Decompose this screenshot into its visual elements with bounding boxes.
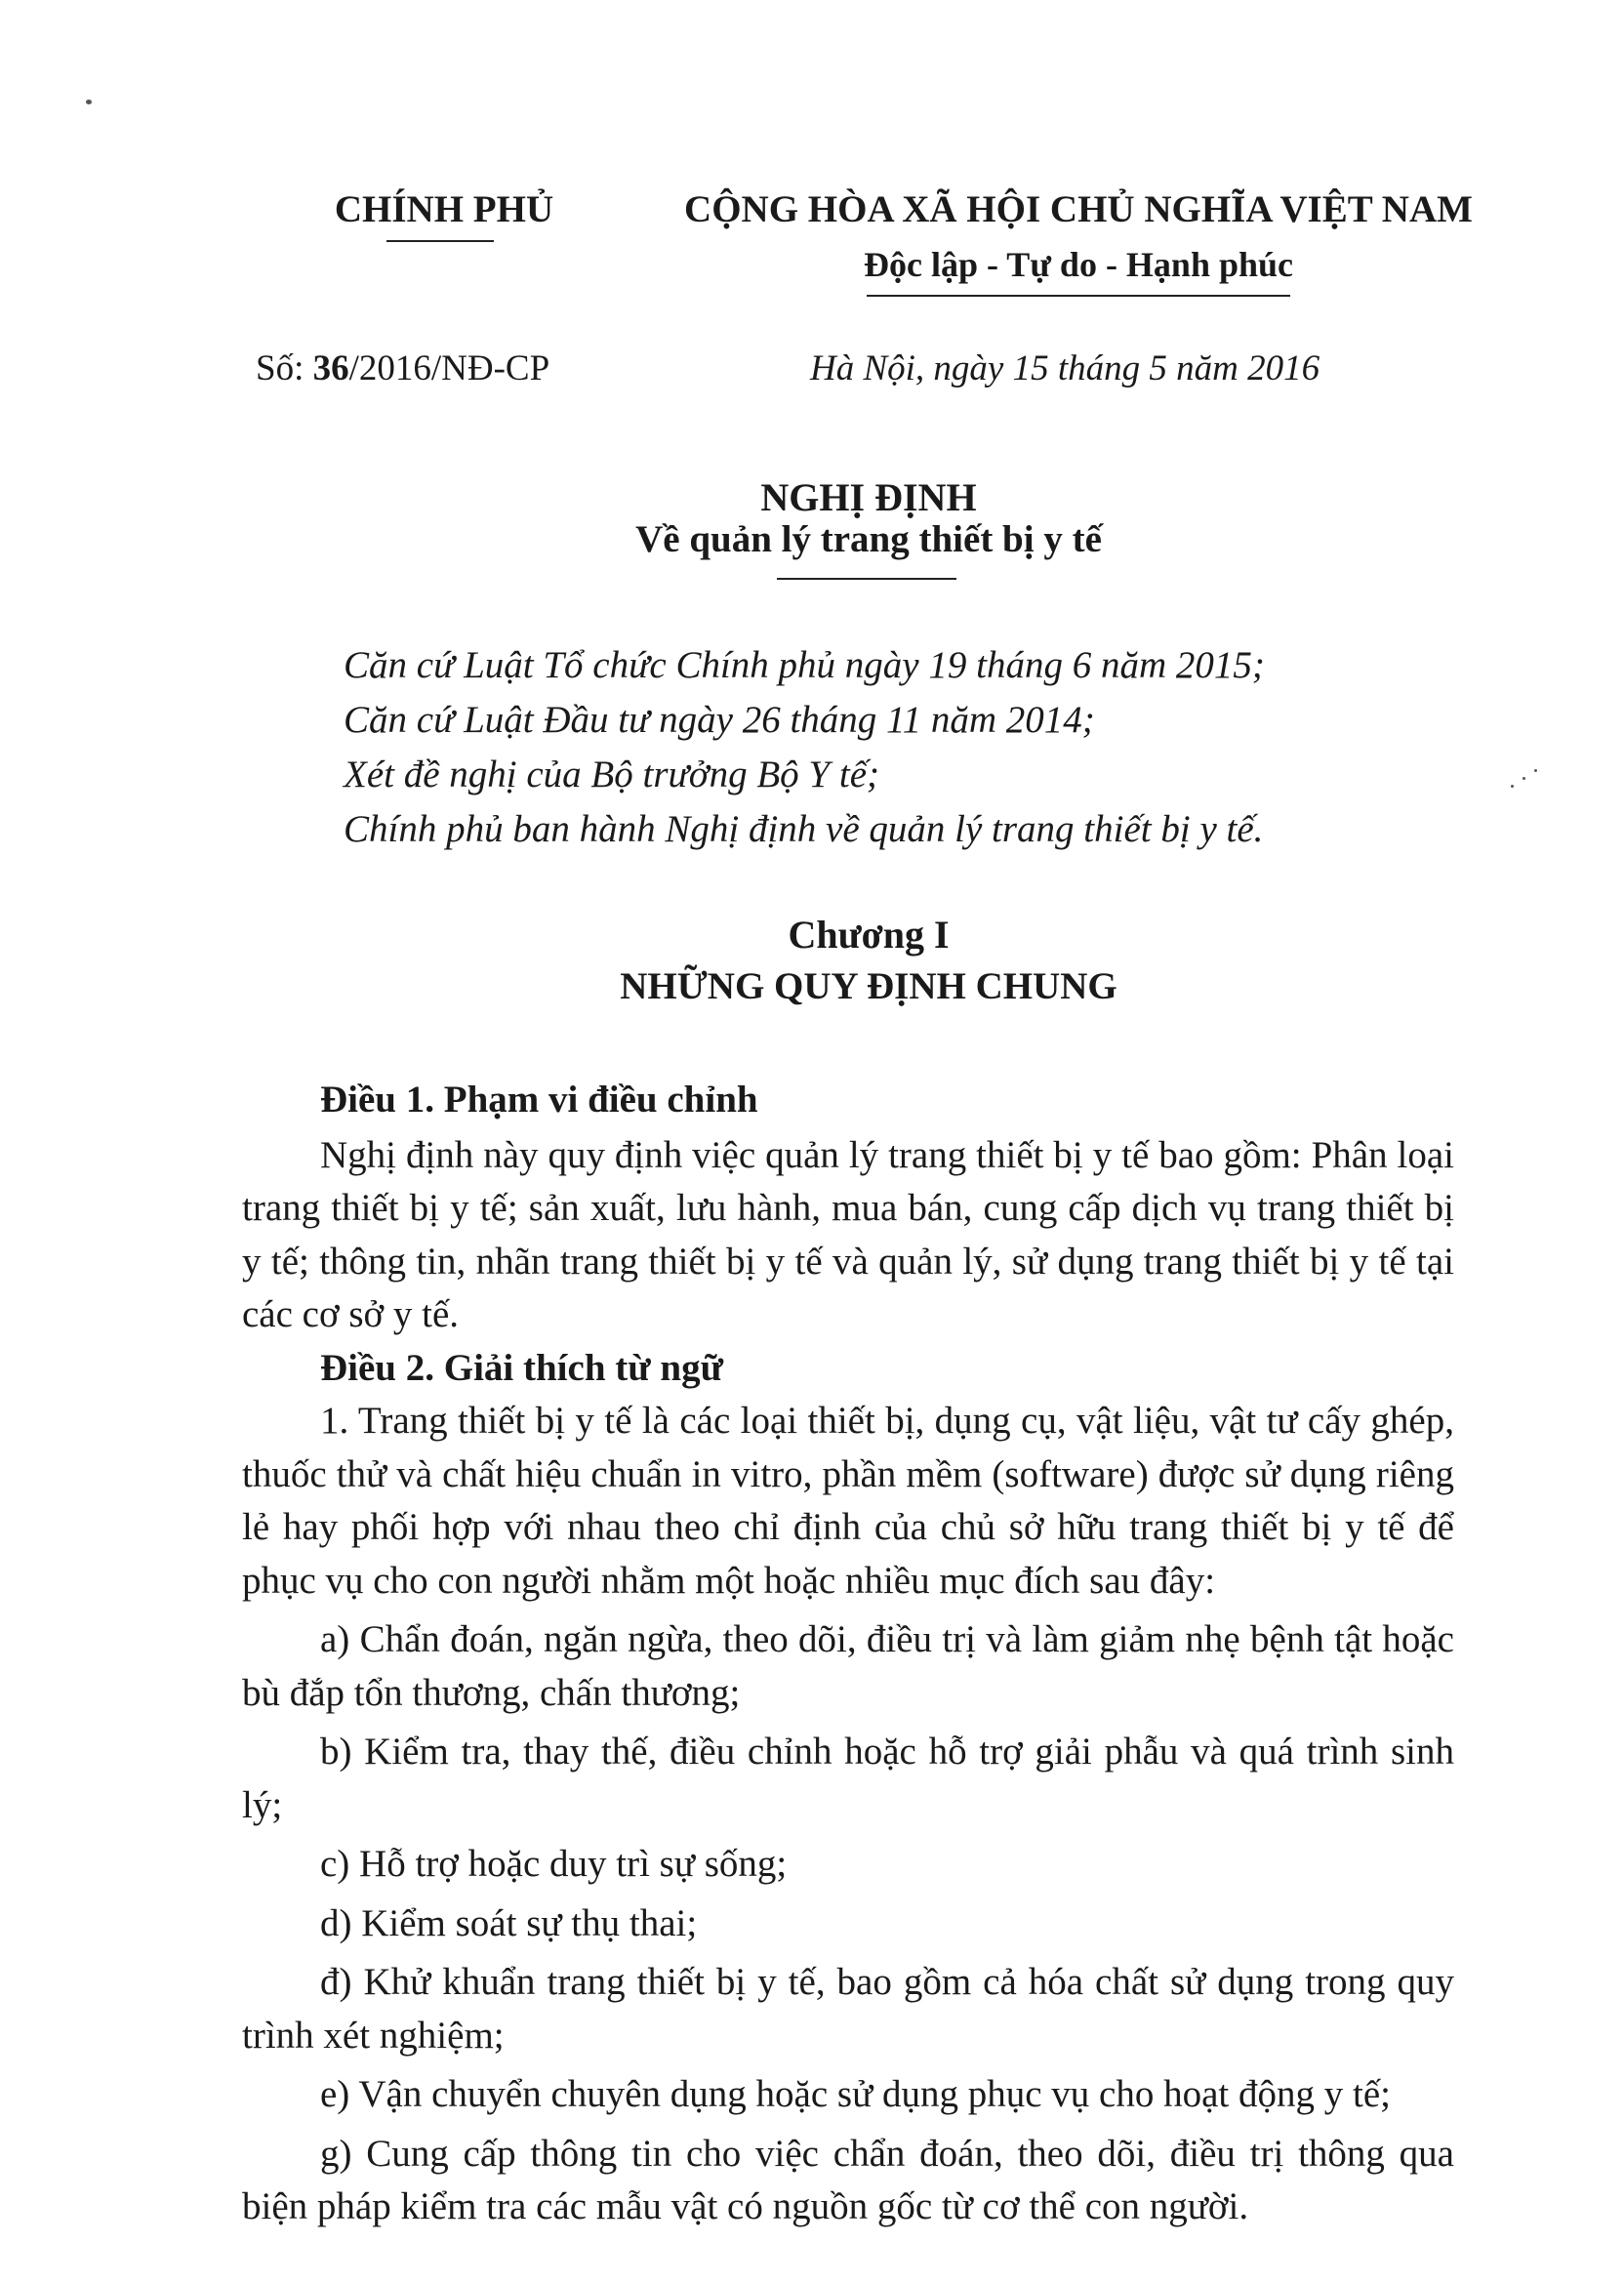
document-number-value: 36 — [312, 348, 349, 388]
title-underline — [777, 578, 956, 580]
document-subject: Về quản lý trang thiết bị y tế — [635, 518, 1102, 560]
place-and-date: Hà Nội, ngày 15 tháng 5 năm 2016 — [810, 348, 1320, 388]
scan-speck — [1511, 785, 1514, 788]
org-underline — [386, 240, 494, 242]
document-type: NGHỊ ĐỊNH — [760, 475, 977, 519]
motto-underline — [867, 295, 1290, 297]
chapter-number: Chương I — [788, 913, 950, 957]
preamble — [344, 638, 1265, 857]
scan-speck — [1534, 769, 1537, 772]
article-2-item: g) Cung cấp thông tin cho việc chẩn đoán, theo dõi, điều trị thông qua biện pháp kiểm tra các mẫu vật có nguồn gốc từ cơ thể con người. — [242, 2132, 1454, 2227]
document-number-suffix: /2016/NĐ-CP — [348, 348, 550, 388]
preamble-line: Chính phủ ban hành Nghị định về quản lý trang thiết bị y tế. — [344, 808, 1264, 850]
preamble-line: Căn cứ Luật Đầu tư ngày 26 tháng 11 năm 2014; — [344, 699, 1095, 741]
article-2-item: a) Chẩn đoán, ngăn ngừa, theo dõi, điều trị và làm giảm nhẹ bệnh tật hoặc bù đắp tổn thương, chấn thương; — [242, 1618, 1454, 1714]
article-2-item: d) Kiểm soát sự thụ thai; — [320, 1901, 698, 1944]
issuing-organization: CHÍNH PHỦ — [334, 188, 554, 230]
article-2-item: đ) Khử khuẩn trang thiết bị y tế, bao gồm cả hóa chất sử dụng trong quy trình xét nghiệm; — [242, 1961, 1454, 2057]
scan-speck — [86, 100, 92, 104]
preamble-line: Xét đề nghị của Bộ trưởng Bộ Y tế; — [344, 754, 879, 795]
document-number — [256, 347, 549, 389]
document-number-prefix: Số: — [256, 348, 313, 388]
article-2-heading: Điều 2. Giải thích từ ngữ — [320, 1346, 724, 1389]
article-1-text: Nghị định này quy định việc quản lý trang thiết bị y tế bao gồm: Phân loại trang thiết bị y tế; sản xuất, lưu hành, mua bán, cung cấp dịch vụ trang thiết bị y tế; thông tin, nhãn trang thiết bị y tế và quản lý, sử dụng trang thiết bị y tế tại các cơ sở y tế. — [242, 1133, 1454, 1335]
article-2-item: c) Hỗ trợ hoặc duy trì sự sống; — [320, 1843, 788, 1885]
article-2-paragraph-1: 1. Trang thiết bị y tế là các loại thiết bị, dụng cụ, vật liệu, vật tư cấy ghép, thuốc thử và chất hiệu chuẩn in vitro, phần mềm (software) được sử dụng riêng lẻ hay phối hợp với nhau theo chỉ định của chủ sở hữu trang thiết bị y tế để phục vụ cho con người nhằm một hoặc nhiều mục đích sau đây: — [242, 1400, 1454, 1602]
scan-speck — [1522, 777, 1525, 780]
chapter-title: NHỮNG QUY ĐỊNH CHUNG — [620, 965, 1117, 1007]
national-motto: Độc lập - Tự do - Hạnh phúc — [863, 245, 1294, 284]
country-title: CỘNG HÒA XÃ HỘI CHỦ NGHĨA VIỆT NAM — [684, 188, 1473, 230]
article-2-item: e) Vận chuyển chuyên dụng hoặc sử dụng phục vụ cho hoạt động y tế; — [320, 2073, 1391, 2115]
article-1-heading: Điều 1. Phạm vi điều chỉnh — [320, 1079, 758, 1121]
preamble-line: Căn cứ Luật Tổ chức Chính phủ ngày 19 tháng 6 năm 2015; — [344, 644, 1265, 686]
document-body — [242, 1074, 1454, 2234]
article-2-item: b) Kiểm tra, thay thế, điều chỉnh hoặc hỗ trợ giải phẫu và quá trình sinh lý; — [242, 1731, 1454, 1826]
